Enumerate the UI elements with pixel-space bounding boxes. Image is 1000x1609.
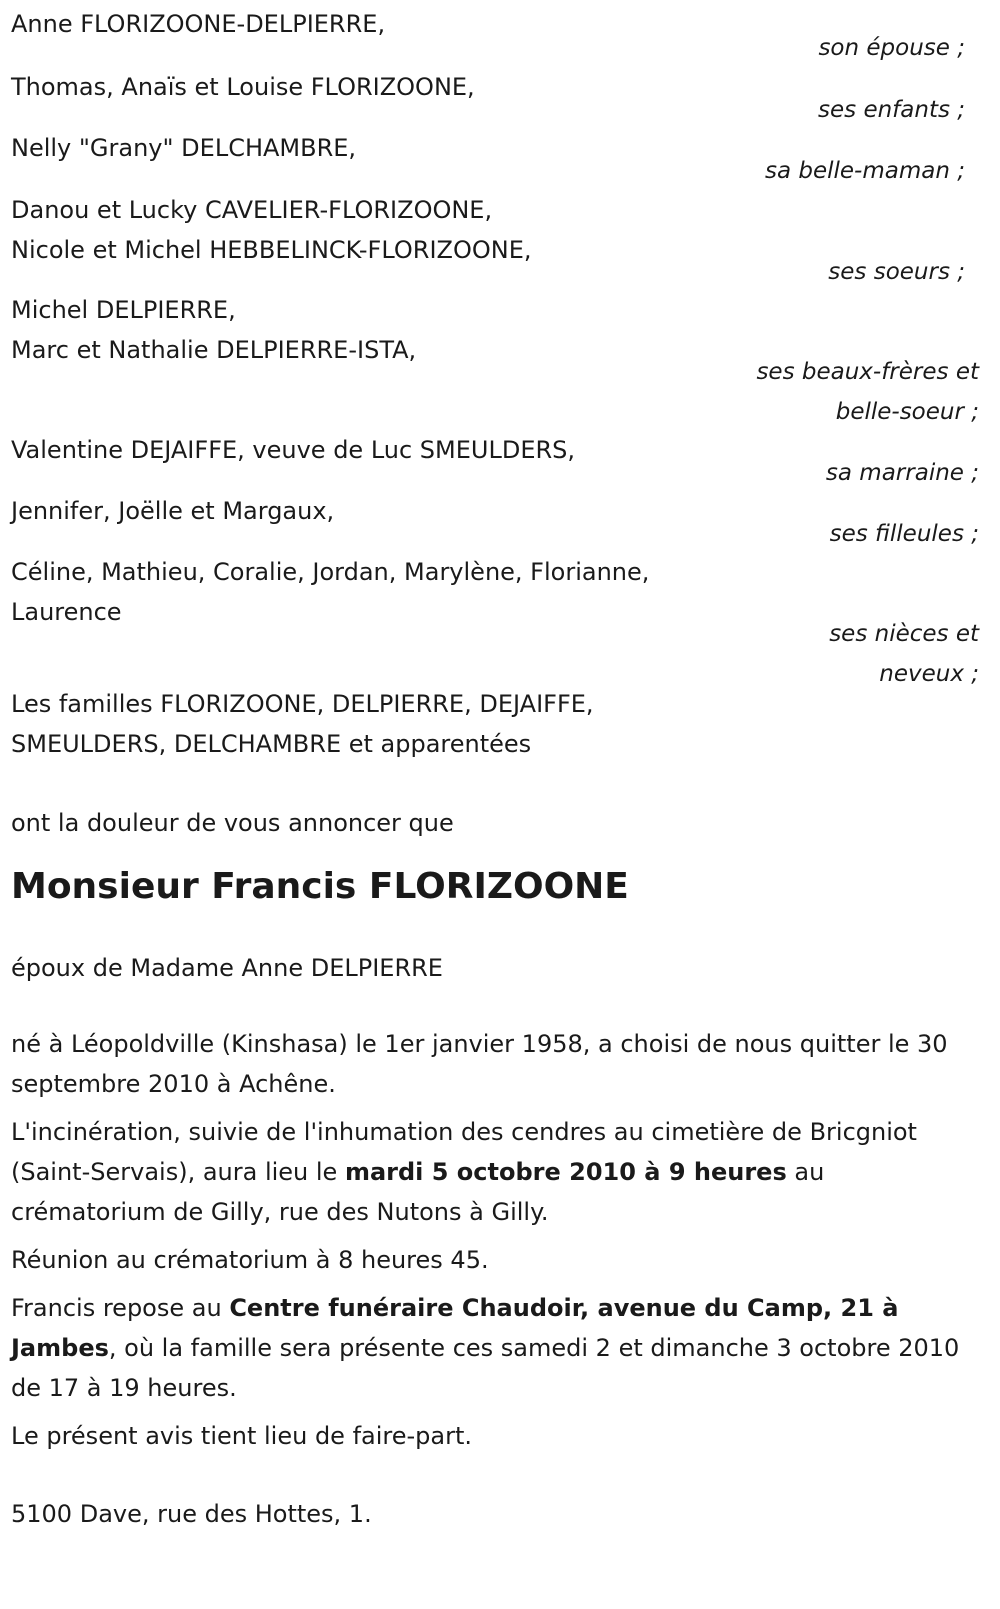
family-relation-line: ses beaux-frères et bbox=[756, 359, 979, 385]
family-names-line: Danou et Lucky CAVELIER-FLORIZOONE, bbox=[11, 196, 493, 224]
ceremony-text: L'incinération, suivie de l'inhumation des cendres au cimetière de Bricgniot (Saint-Servais), aura lieu le bbox=[11, 1118, 917, 1186]
family-group bbox=[11, 546, 979, 686]
family-names-line: Anne FLORIZOONE-DELPIERRE, bbox=[11, 10, 386, 38]
reunion-text: Réunion au crématorium à 8 heures 45. bbox=[11, 1246, 489, 1274]
families-closing-line: SMEULDERS, DELCHAMBRE et apparentées bbox=[11, 730, 532, 758]
family-names-line: Valentine DEJAIFFE, veuve de Luc SMEULDERS, bbox=[11, 436, 576, 464]
repose-paragraph bbox=[11, 1288, 979, 1408]
family-names-line: Nelly "Grany" DELCHAMBRE, bbox=[11, 134, 357, 162]
family-relation: sa marraine ; bbox=[825, 460, 979, 486]
ceremony-date: mardi 5 octobre 2010 à 9 heures bbox=[344, 1158, 787, 1186]
birth-death-paragraph: né à Léopoldville (Kinshasa) le 1er janvier 1958, a choisi de nous quitter le 30 septembre 2010 à Achêne. bbox=[11, 1030, 948, 1098]
repose-text: Francis repose au bbox=[11, 1294, 230, 1322]
family-relation: son épouse ; bbox=[818, 35, 965, 61]
notice-text: Le présent avis tient lieu de faire-part. bbox=[11, 1422, 473, 1450]
address-text: 5100 Dave, rue des Hottes, 1. bbox=[11, 1500, 372, 1528]
family-group bbox=[11, 284, 979, 424]
family-group bbox=[11, 122, 979, 184]
family-names-line: Thomas, Anaïs et Louise FLORIZOONE, bbox=[11, 73, 475, 101]
spouse-line: époux de Madame Anne DELPIERRE bbox=[11, 954, 443, 982]
obituary-notice bbox=[11, 0, 979, 1534]
family-names-line: Jennifer, Joëlle et Margaux, bbox=[11, 497, 335, 525]
family-relation: ses filleules ; bbox=[829, 521, 979, 547]
family-names-line: Nicole et Michel HEBBELINCK-FLORIZOONE, bbox=[11, 236, 532, 264]
families-closing-line: Les familles FLORIZOONE, DELPIERRE, DEJAIFFE, bbox=[11, 690, 594, 718]
family-relation-line: neveux ; bbox=[879, 661, 979, 687]
family-group bbox=[11, 424, 979, 485]
family-names-line: Laurence bbox=[11, 598, 122, 626]
family-names-line: Marc et Nathalie DELPIERRE-ISTA, bbox=[11, 336, 417, 364]
repose-location: Centre funéraire Chaudoir, avenue du Camp, 21 à Jambes bbox=[11, 1294, 899, 1362]
family-group bbox=[11, 184, 979, 284]
repose-hours: , où la famille sera présente ces samedi 2 et dimanche 3 octobre 2010 de 17 à 19 heures. bbox=[11, 1334, 960, 1402]
family-group bbox=[11, 61, 979, 122]
family-relation-line: belle-soeur ; bbox=[835, 399, 979, 425]
family-relation-line: ses nièces et bbox=[829, 621, 979, 647]
family-group bbox=[11, 0, 979, 61]
family-names-line: Michel DELPIERRE, bbox=[11, 296, 236, 324]
ceremony-paragraph bbox=[11, 1112, 979, 1232]
ceremony-location: au crématorium de Gilly, rue des Nutons à Gilly. bbox=[11, 1158, 825, 1226]
family-names-line: Céline, Mathieu, Coralie, Jordan, Marylène, Florianne, bbox=[11, 558, 650, 586]
family-group bbox=[11, 485, 979, 546]
family-relation: ses enfants ; bbox=[818, 97, 965, 123]
family-relation: ses soeurs ; bbox=[828, 259, 965, 285]
families-closing bbox=[11, 686, 979, 803]
announce-text: ont la douleur de vous annoncer que bbox=[11, 809, 454, 837]
family-relation: sa belle-maman ; bbox=[764, 158, 965, 184]
deceased-name: Monsieur Francis FLORIZOONE bbox=[11, 866, 629, 907]
